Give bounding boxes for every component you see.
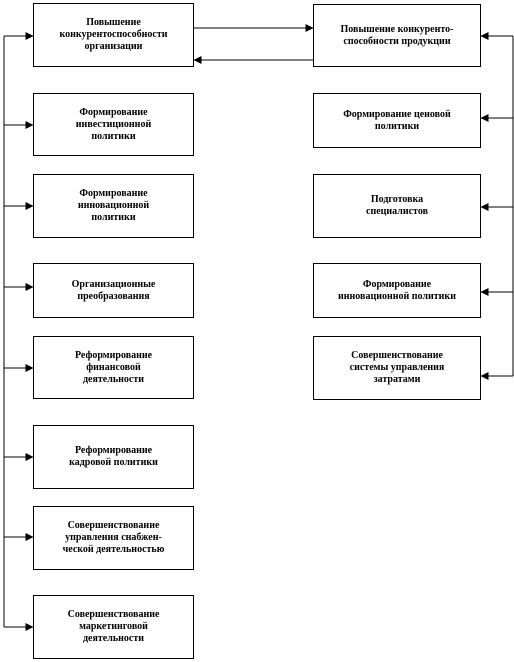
box-hr-policy-reform <box>33 425 194 489</box>
box-label: Формирование ценовой политики <box>343 108 451 132</box>
box-cost-management-system <box>313 336 481 400</box>
box-label: Реформирование финансовой деятельности <box>74 349 153 385</box>
box-label: Совершенствование маркетинговой деятельности <box>67 609 160 644</box>
box-investment-policy <box>33 93 194 156</box>
box-increase-org-competitiveness <box>33 3 194 67</box>
box-organizational-transformation <box>33 263 194 318</box>
box-label: Подготовка специалистов <box>366 194 428 217</box>
box-label: Формирование инновационной политики <box>77 188 150 223</box>
box-pricing-policy <box>313 93 481 148</box>
box-marketing-activity <box>33 595 194 659</box>
box-innovation-policy <box>33 174 194 238</box>
box-label: Реформирование кадровой политики <box>69 445 158 468</box>
box-label: Повышение конкурентоспособности организации <box>59 17 168 52</box>
box-innovation-policy-right <box>313 263 481 318</box>
box-financial-reform <box>33 336 194 399</box>
box-label: Формирование инвестиционной политики <box>75 106 152 142</box>
box-label: Совершенствование системы управления затратами <box>349 350 445 385</box>
box-label: Формирование инновационной политики <box>338 278 456 302</box>
box-label: Совершенствование управления снабжен- ческой деятельностью <box>62 520 165 555</box>
box-supply-management <box>33 506 194 570</box>
box-label: Повышение конкуренто- способности продукции <box>340 23 454 47</box>
box-increase-product-competitiveness <box>313 4 481 67</box>
box-specialist-training <box>313 174 481 238</box>
box-label: Организационные преобразования <box>71 278 156 302</box>
